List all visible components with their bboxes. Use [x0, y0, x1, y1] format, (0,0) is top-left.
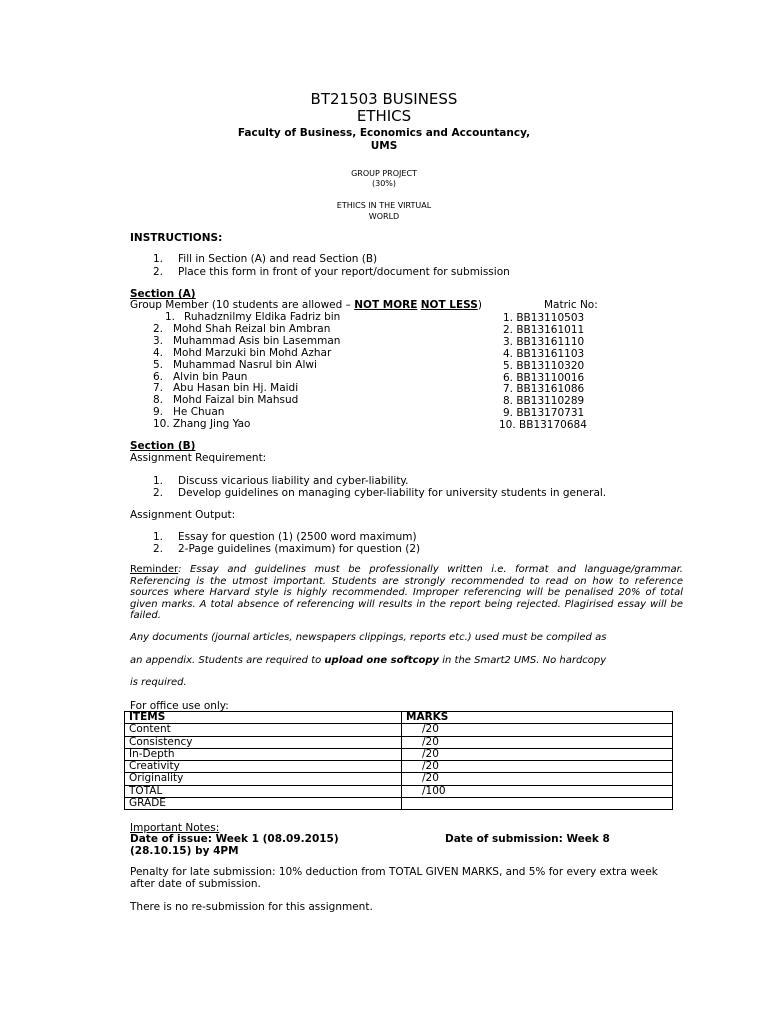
- group-label-not-less: NOT LESS: [420, 299, 478, 311]
- member-matric: 8. BB13110289: [503, 395, 585, 407]
- member-matric: 2. BB13161011: [503, 324, 585, 336]
- item-cell: In-Depth: [125, 748, 402, 760]
- member-matric: 4. BB13161103: [503, 348, 585, 360]
- table-header-row: [125, 712, 673, 724]
- reminder-text: : Essay and guidelines must be professionally written i.e. format and language/grammar. Referencing is the utmost important. Students are strongly recommended to read on how to reference sources where Harvard style is highly recommended. Improper referencing will be penalised 20% of total given marks. A total absence of referencing will results in the report being rejected. Plagirised essay will be failed.: [130, 564, 683, 622]
- group-label-post: ): [477, 299, 482, 311]
- instruction-text-2: Place this form in front of your report/document for submission: [178, 266, 510, 278]
- output-text-1: Essay for question (1) (2500 word maximum): [178, 531, 417, 543]
- instruction-num-1: 1.: [153, 253, 164, 265]
- mark-cell: /20: [402, 736, 673, 748]
- output-label: Assignment Output:: [130, 509, 236, 521]
- section-a-heading: Section (A): [130, 288, 196, 300]
- appendix-line2-post: in the Smart2 UMS. No hardcopy: [439, 655, 607, 666]
- appendix-line2-pre: an appendix. Students are required to: [130, 655, 325, 666]
- instruction-text-1: Fill in Section (A) and read Section (B): [178, 253, 378, 265]
- instruction-num-2: 2.: [153, 266, 164, 278]
- project-line2: (30%): [371, 179, 397, 188]
- member-matric: 9. BB13170731: [503, 407, 585, 419]
- appendix-line2-bold: upload one softcopy: [324, 655, 440, 666]
- member-matric: 7. BB13161086: [503, 383, 585, 395]
- item-cell: Consistency: [125, 736, 402, 748]
- important-notes-label: Important Notes:: [130, 822, 220, 834]
- table-row: [125, 748, 673, 760]
- member-matric: 6. BB13110016: [503, 372, 585, 384]
- project-line1: GROUP PROJECT: [351, 169, 417, 178]
- output-text-2: 2-Page guidelines (maximum) for question (2): [178, 543, 421, 555]
- output-num-1: 1.: [153, 531, 164, 543]
- mark-cell: /20: [402, 724, 673, 736]
- mark-cell: /100: [402, 785, 673, 797]
- item-cell: Originality: [125, 773, 402, 785]
- mark-cell: /20: [402, 773, 673, 785]
- appendix-line1: Any documents (journal articles, newspapers clippings, reports etc.) used must be compiled as: [130, 632, 607, 643]
- group-label-not-more: NOT MORE: [354, 299, 418, 311]
- reminder-label: Reminder: [130, 564, 179, 575]
- course-title-line2: ETHICS: [356, 107, 412, 125]
- date-of-submission: Date of submission: Week 8: [445, 833, 610, 845]
- office-use-label: For office use only:: [130, 700, 229, 712]
- member-num: 4.: [153, 347, 164, 359]
- member-num: 9.: [153, 406, 164, 418]
- requirement-num-2: 2.: [153, 487, 164, 499]
- table-row: [125, 798, 673, 810]
- member-matric: 5. BB13110320: [503, 360, 585, 372]
- marks-table: [124, 711, 673, 810]
- table-row: [125, 724, 673, 736]
- table-row: [125, 785, 673, 797]
- topic-line1: ETHICS IN THE VIRTUAL: [336, 201, 432, 210]
- item-cell: Content: [125, 724, 402, 736]
- group-member-label: [130, 299, 482, 311]
- member-name: Zhang Jing Yao: [173, 418, 251, 430]
- marks-header: MARKS: [402, 712, 673, 724]
- table-row: [125, 761, 673, 773]
- table-row: [125, 773, 673, 785]
- member-num: 5.: [153, 359, 164, 371]
- items-header: ITEMS: [125, 712, 402, 724]
- member-num: 6.: [153, 371, 164, 383]
- output-num-2: 2.: [153, 543, 164, 555]
- appendix-line3: is required.: [130, 677, 187, 688]
- reminder-paragraph: [130, 564, 683, 622]
- topic-line2: WORLD: [368, 212, 400, 221]
- item-cell: TOTAL: [125, 785, 402, 797]
- date-of-submission-cont: (28.10.15) by 4PM: [130, 845, 239, 857]
- member-num: 10.: [153, 418, 170, 430]
- matric-label: Matric No:: [544, 299, 598, 311]
- requirement-text-1: Discuss vicarious liability and cyber-liability.: [178, 475, 409, 487]
- item-cell: Creativity: [125, 761, 402, 773]
- no-resubmission-note: There is no re-submission for this assignment.: [130, 901, 373, 913]
- member-num: 7.: [153, 382, 164, 394]
- faculty-line1: Faculty of Business, Economics and Accountancy,: [237, 127, 531, 139]
- member-name: He Chuan: [173, 406, 225, 418]
- member-name: Mohd Faizal bin Mahsud: [173, 394, 299, 406]
- member-num: 1.: [165, 311, 176, 323]
- mark-cell: [402, 798, 673, 810]
- date-of-issue: Date of issue: Week 1 (08.09.2015): [130, 833, 339, 845]
- instructions-heading: INSTRUCTIONS:: [130, 232, 223, 244]
- mark-cell: /20: [402, 748, 673, 760]
- requirement-num-1: 1.: [153, 475, 164, 487]
- member-name: Mohd Marzuki bin Mohd Azhar: [173, 347, 332, 359]
- requirement-text-2: Develop guidelines on managing cyber-liability for university students in general.: [178, 487, 607, 499]
- course-title-line1: BT21503 BUSINESS: [310, 90, 458, 108]
- appendix-line2: [130, 655, 606, 666]
- member-num: 3.: [153, 335, 164, 347]
- member-name: Mohd Shah Reizal bin Ambran: [173, 323, 331, 335]
- member-name: Alvin bin Paun: [173, 371, 248, 383]
- member-name: Muhammad Nasrul bin Alwi: [173, 359, 317, 371]
- item-cell: GRADE: [125, 798, 402, 810]
- member-num: 8.: [153, 394, 164, 406]
- penalty-line2: after date of submission.: [130, 878, 261, 890]
- member-matric: 10. BB13170684: [499, 419, 587, 431]
- member-name: Muhammad Asis bin Lasemman: [173, 335, 341, 347]
- member-matric: 1. BB13110503: [503, 312, 585, 324]
- requirement-label: Assignment Requirement:: [130, 452, 267, 464]
- faculty-line2: UMS: [370, 140, 398, 152]
- member-matric: 3. BB13161110: [503, 336, 585, 348]
- member-name: Ruhadznilmy Eldika Fadriz bin: [184, 311, 341, 323]
- penalty-line1: Penalty for late submission: 10% deduction from TOTAL GIVEN MARKS, and 5% for every extra week: [130, 866, 658, 878]
- member-num: 2.: [153, 323, 164, 335]
- group-label-pre: Group Member (10 students are allowed –: [130, 299, 355, 311]
- mark-cell: /20: [402, 761, 673, 773]
- section-b-heading: Section (B): [130, 440, 196, 452]
- table-row: [125, 736, 673, 748]
- member-name: Abu Hasan bin Hj. Maidi: [173, 382, 299, 394]
